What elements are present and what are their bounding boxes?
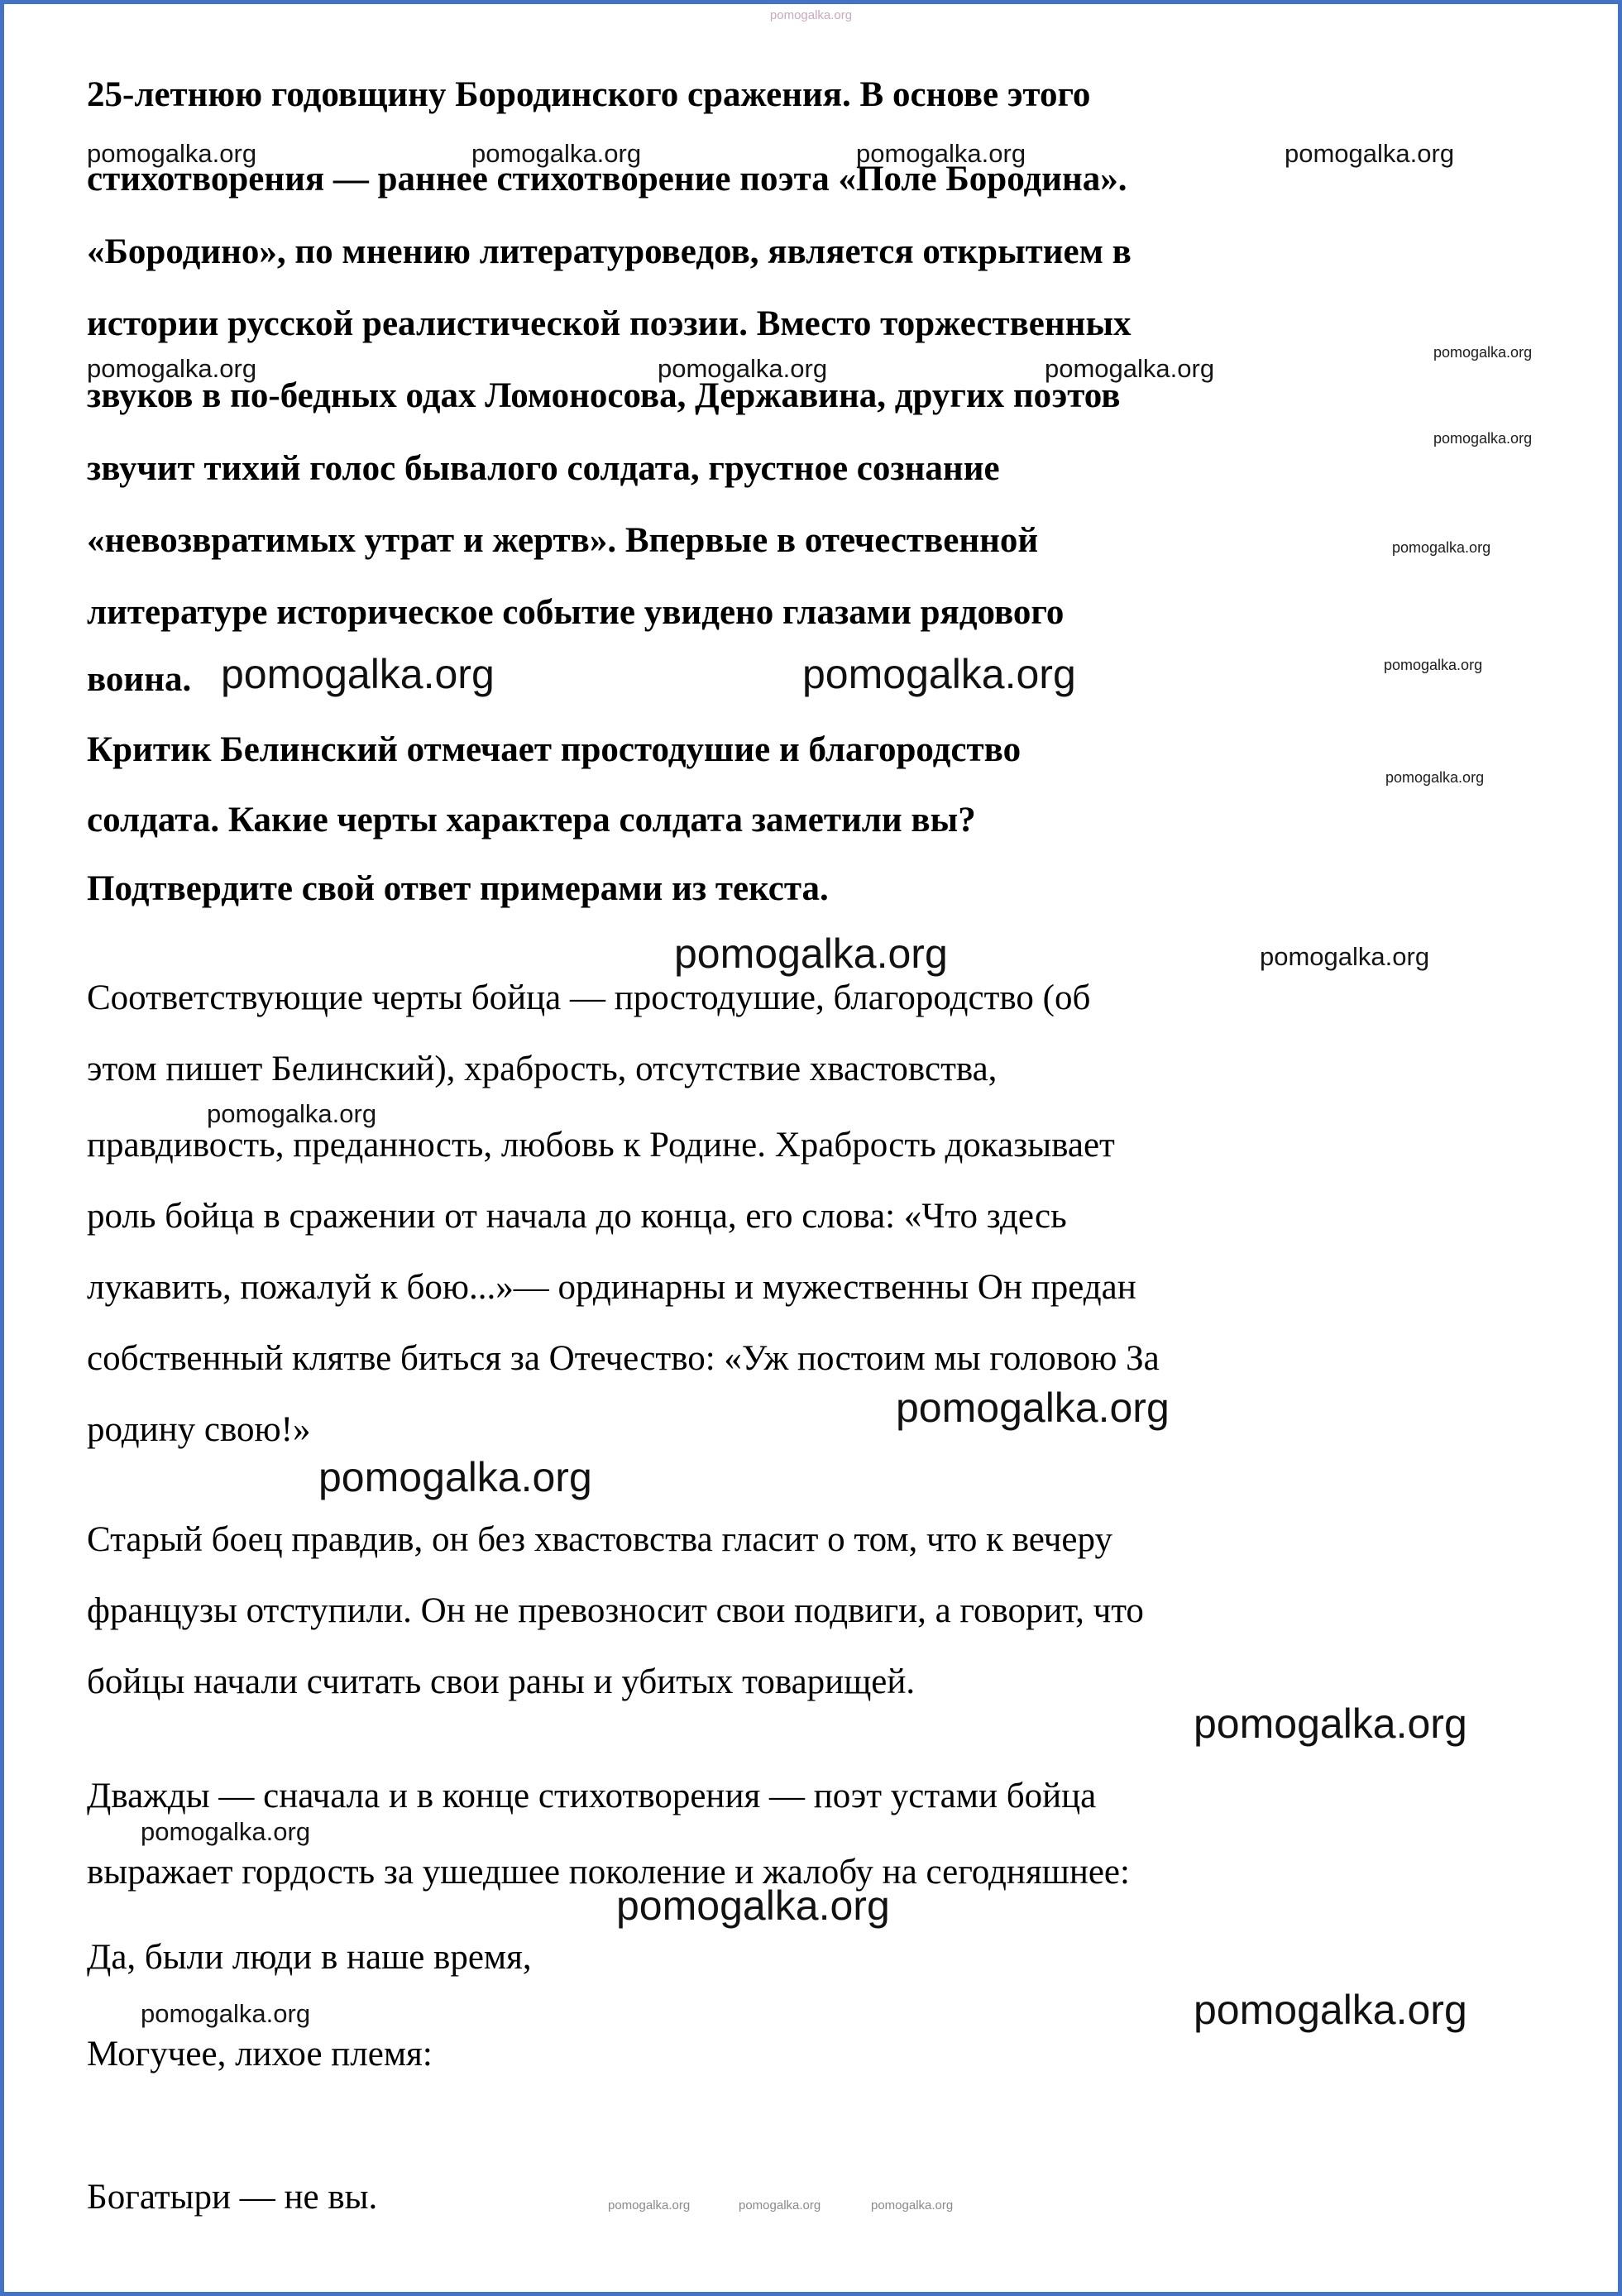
intro-paragraph-line: «Бородино», по мнению литературоведов, является открытием в [87, 232, 1132, 271]
watermark: pomogalka.org [1194, 1987, 1467, 2033]
answer-paragraph-line: собственный клятве биться за Отечество: «Уж постоим мы головою За [87, 1339, 1160, 1378]
watermark: pomogalka.org [221, 651, 495, 697]
watermark: pomogalka.org [1384, 657, 1483, 673]
watermark: pomogalka.org [1433, 344, 1533, 361]
watermark: pomogalka.org [1392, 539, 1491, 556]
watermark: pomogalka.org [1285, 139, 1455, 168]
watermark: pomogalka.org [608, 2198, 691, 2212]
intro-paragraph-line: звуков в по-бедных одах Ломоносова, Державина, других поэтов [87, 376, 1121, 415]
watermark: pomogalka.org [1194, 1700, 1467, 1747]
watermark: pomogalka.org [1433, 430, 1533, 447]
watermark: pomogalka.org [207, 1099, 377, 1128]
answer-paragraph-line: Дважды — сначала и в конце стихотворения — поэт устами бойца [87, 1777, 1097, 1815]
answer-paragraph-line: Богатыри — не вы. [87, 2178, 378, 2217]
answer-paragraph-line: правдивость, преданность, любовь к Родине. Храбрость доказывает [87, 1126, 1115, 1165]
watermark: pomogalka.org [896, 1385, 1170, 1431]
watermark: pomogalka.org [769, 8, 853, 22]
watermark: pomogalka.org [1385, 769, 1485, 786]
answer-paragraph-line: бойцы начали считать свои раны и убитых товарищей. [87, 1662, 916, 1701]
answer-paragraph-line: выражает гордость за ушедшее поколение и жалобу на сегодняшнее: [87, 1853, 1130, 1892]
watermark: pomogalka.org [87, 139, 257, 168]
answer-paragraph-line: Да, были люди в наше время, [87, 1938, 532, 1977]
answer-paragraph-line: родину свою!» [87, 1410, 311, 1449]
watermark: pomogalka.org [141, 1817, 311, 1846]
watermark: pomogalka.org [856, 139, 1026, 168]
watermark: pomogalka.org [658, 354, 828, 383]
watermark: pomogalka.org [871, 2198, 954, 2212]
intro-paragraph-line: 25-летнюю годовщину Бородинского сражения. В основе этого [87, 75, 1091, 114]
watermark: pomogalka.org [739, 2198, 821, 2212]
intro-paragraph-line: истории русской реалистической поэзии. Вместо торжественных [87, 304, 1132, 343]
intro-paragraph-line: литературе историческое событие увидено глазами рядового [87, 593, 1065, 632]
intro-paragraph-line: солдата. Какие черты характера солдата заметили вы? [87, 801, 976, 839]
watermark: pomogalka.org [318, 1454, 592, 1500]
intro-paragraph-line: Подтвердите свой ответ примерами из текста. [87, 869, 829, 908]
watermark: pomogalka.org [141, 1999, 311, 2028]
intro-paragraph-line: воина. [87, 660, 192, 699]
watermark: pomogalka.org [471, 139, 642, 168]
watermark: pomogalka.org [616, 1882, 890, 1929]
answer-paragraph-line: роль бойца в сражении от начала до конца, его слова: «Что здесь [87, 1197, 1067, 1236]
intro-paragraph-line: стихотворения — раннее стихотворение поэта «Поле Бородина». [87, 160, 1127, 199]
answer-paragraph-line: французы отступили. Он не превозносит свои подвиги, а говорит, что [87, 1591, 1144, 1630]
answer-paragraph-line: Соответствующие черты бойца — простодушие, благородство (об [87, 978, 1091, 1017]
answer-paragraph-line: этом пишет Белинский), храбрость, отсутствие хвастовства, [87, 1050, 998, 1088]
watermark: pomogalka.org [1045, 354, 1215, 383]
answer-paragraph-line: лукавить, пожалуй к бою...»— ординарны и мужественны Он предан [87, 1268, 1136, 1307]
answer-paragraph-line: Старый боец правдив, он без хвастовства гласит о том, что к вечеру [87, 1520, 1112, 1559]
watermark: pomogalka.org [674, 930, 948, 977]
watermark: pomogalka.org [802, 651, 1076, 697]
intro-paragraph-line: звучит тихий голос бывалого солдата, грустное сознание [87, 449, 1000, 488]
watermark: pomogalka.org [87, 354, 257, 383]
intro-paragraph-line: Критик Белинский отмечает простодушие и благородство [87, 730, 1022, 769]
watermark: pomogalka.org [1260, 942, 1430, 971]
intro-paragraph-line: «невозвратимых утрат и жертв». Впервые в отечественной [87, 521, 1039, 560]
answer-paragraph-line: Могучее, лихое племя: [87, 2035, 433, 2074]
